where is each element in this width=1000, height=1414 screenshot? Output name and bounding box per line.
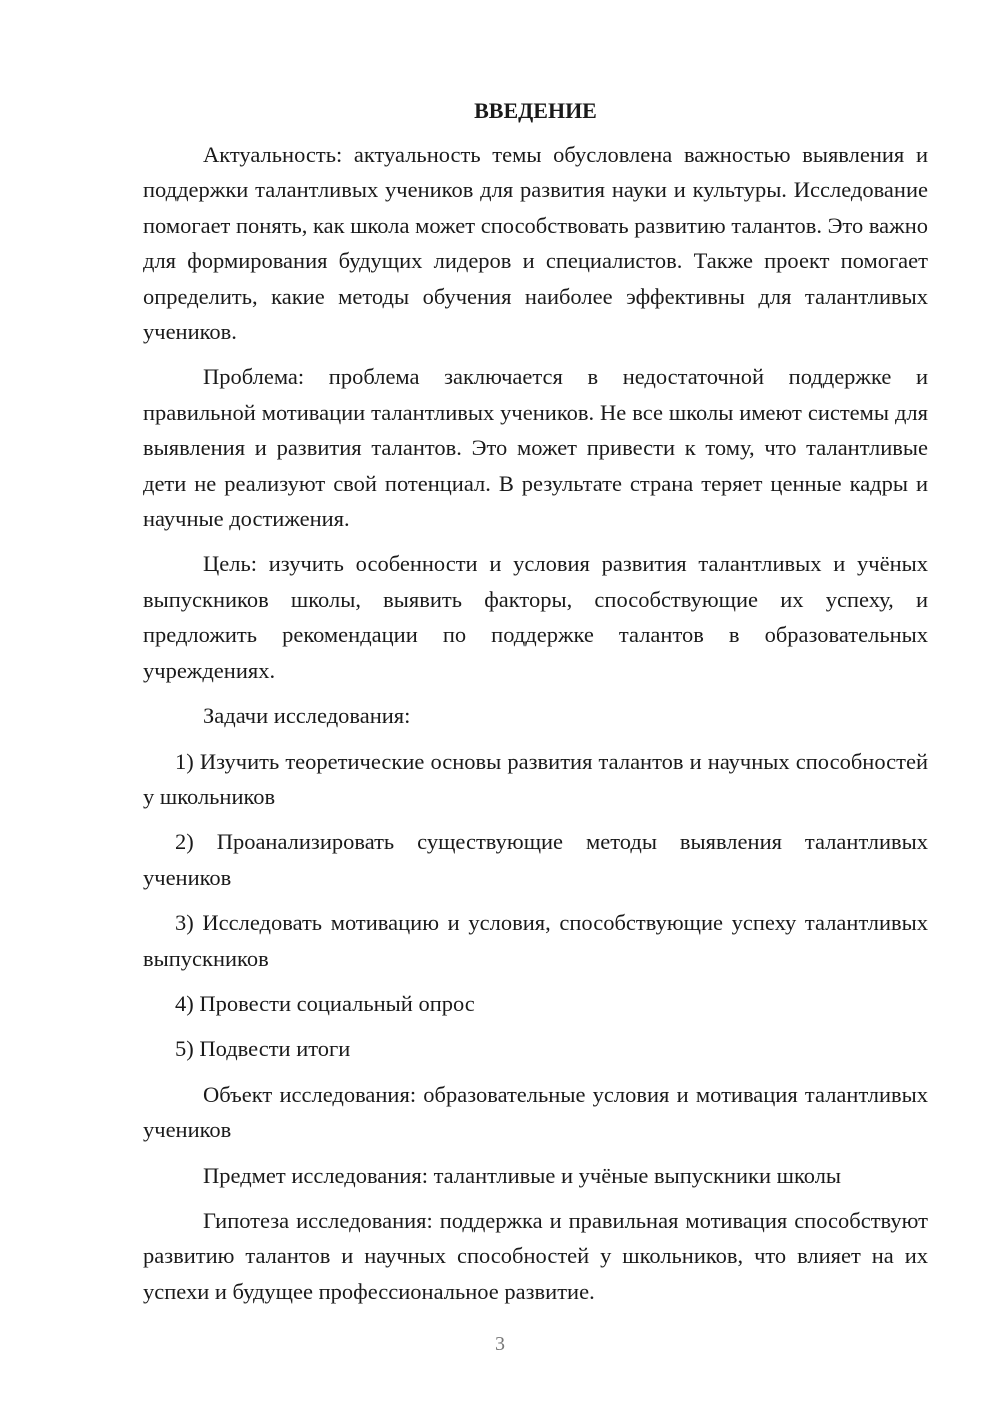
problem-paragraph: Проблема: проблема заключается в недостаточной поддержке и правильной мотивации талантливых учеников. Не все школы имеют системы для выявления и развития талантов. Это может привести к тому, что талантливые дети не реализуют свой потенциал. В результате страна теряет ценные кадры и научные достижения. (143, 364, 928, 532)
task-item-2: 2) Проанализировать существующие методы выявления талантливых учеников (143, 829, 928, 890)
object-paragraph: Объект исследования: образовательные условия и мотивация талантливых учеников (143, 1081, 928, 1143)
goal-paragraph: Цель: изучить особенности и условия развития талантливых и учёных выпускников школы, выявить факторы, способствующие их успеху, и предложить рекомендации по поддержке талантов в образовательных учреждениях. (143, 551, 928, 683)
task-item-4: 4) Провести социальный опрос (175, 990, 475, 1016)
task-item-5: 5) Подвести итоги (175, 1036, 351, 1062)
tasks-heading: Задачи исследования: (203, 703, 411, 729)
page-number: 3 (495, 1333, 505, 1355)
task-item-1: 1) Изучить теоретические основы развития талантов и научных способностей у школьников (143, 748, 928, 809)
page-title: ВВЕДЕНИЕ (474, 98, 597, 123)
relevance-paragraph: Актуальность: актуальность темы обусловлена важностью выявления и поддержки талантливых учеников для развития науки и культуры. Исследование помогает понять, как школа может способствовать развитию талантов. Это важно для формирования будущих лидеров и специалистов. Также проект помогает определить, какие методы обучения наиболее эффективны для талантливых учеников. (143, 142, 928, 345)
page-content (143, 96, 928, 1309)
hypothesis-paragraph: Гипотеза исследования: поддержка и правильная мотивация способствуют развитию талантов и научных способностей у школьников, что влияет на их успехи и будущее профессиональное развитие. (143, 1207, 928, 1304)
task-item-3: 3) Исследовать мотивацию и условия, способствующие успеху талантливых выпускников (143, 910, 928, 971)
subject-paragraph: Предмет исследования: талантливые и учёные выпускники школы (203, 1162, 842, 1188)
